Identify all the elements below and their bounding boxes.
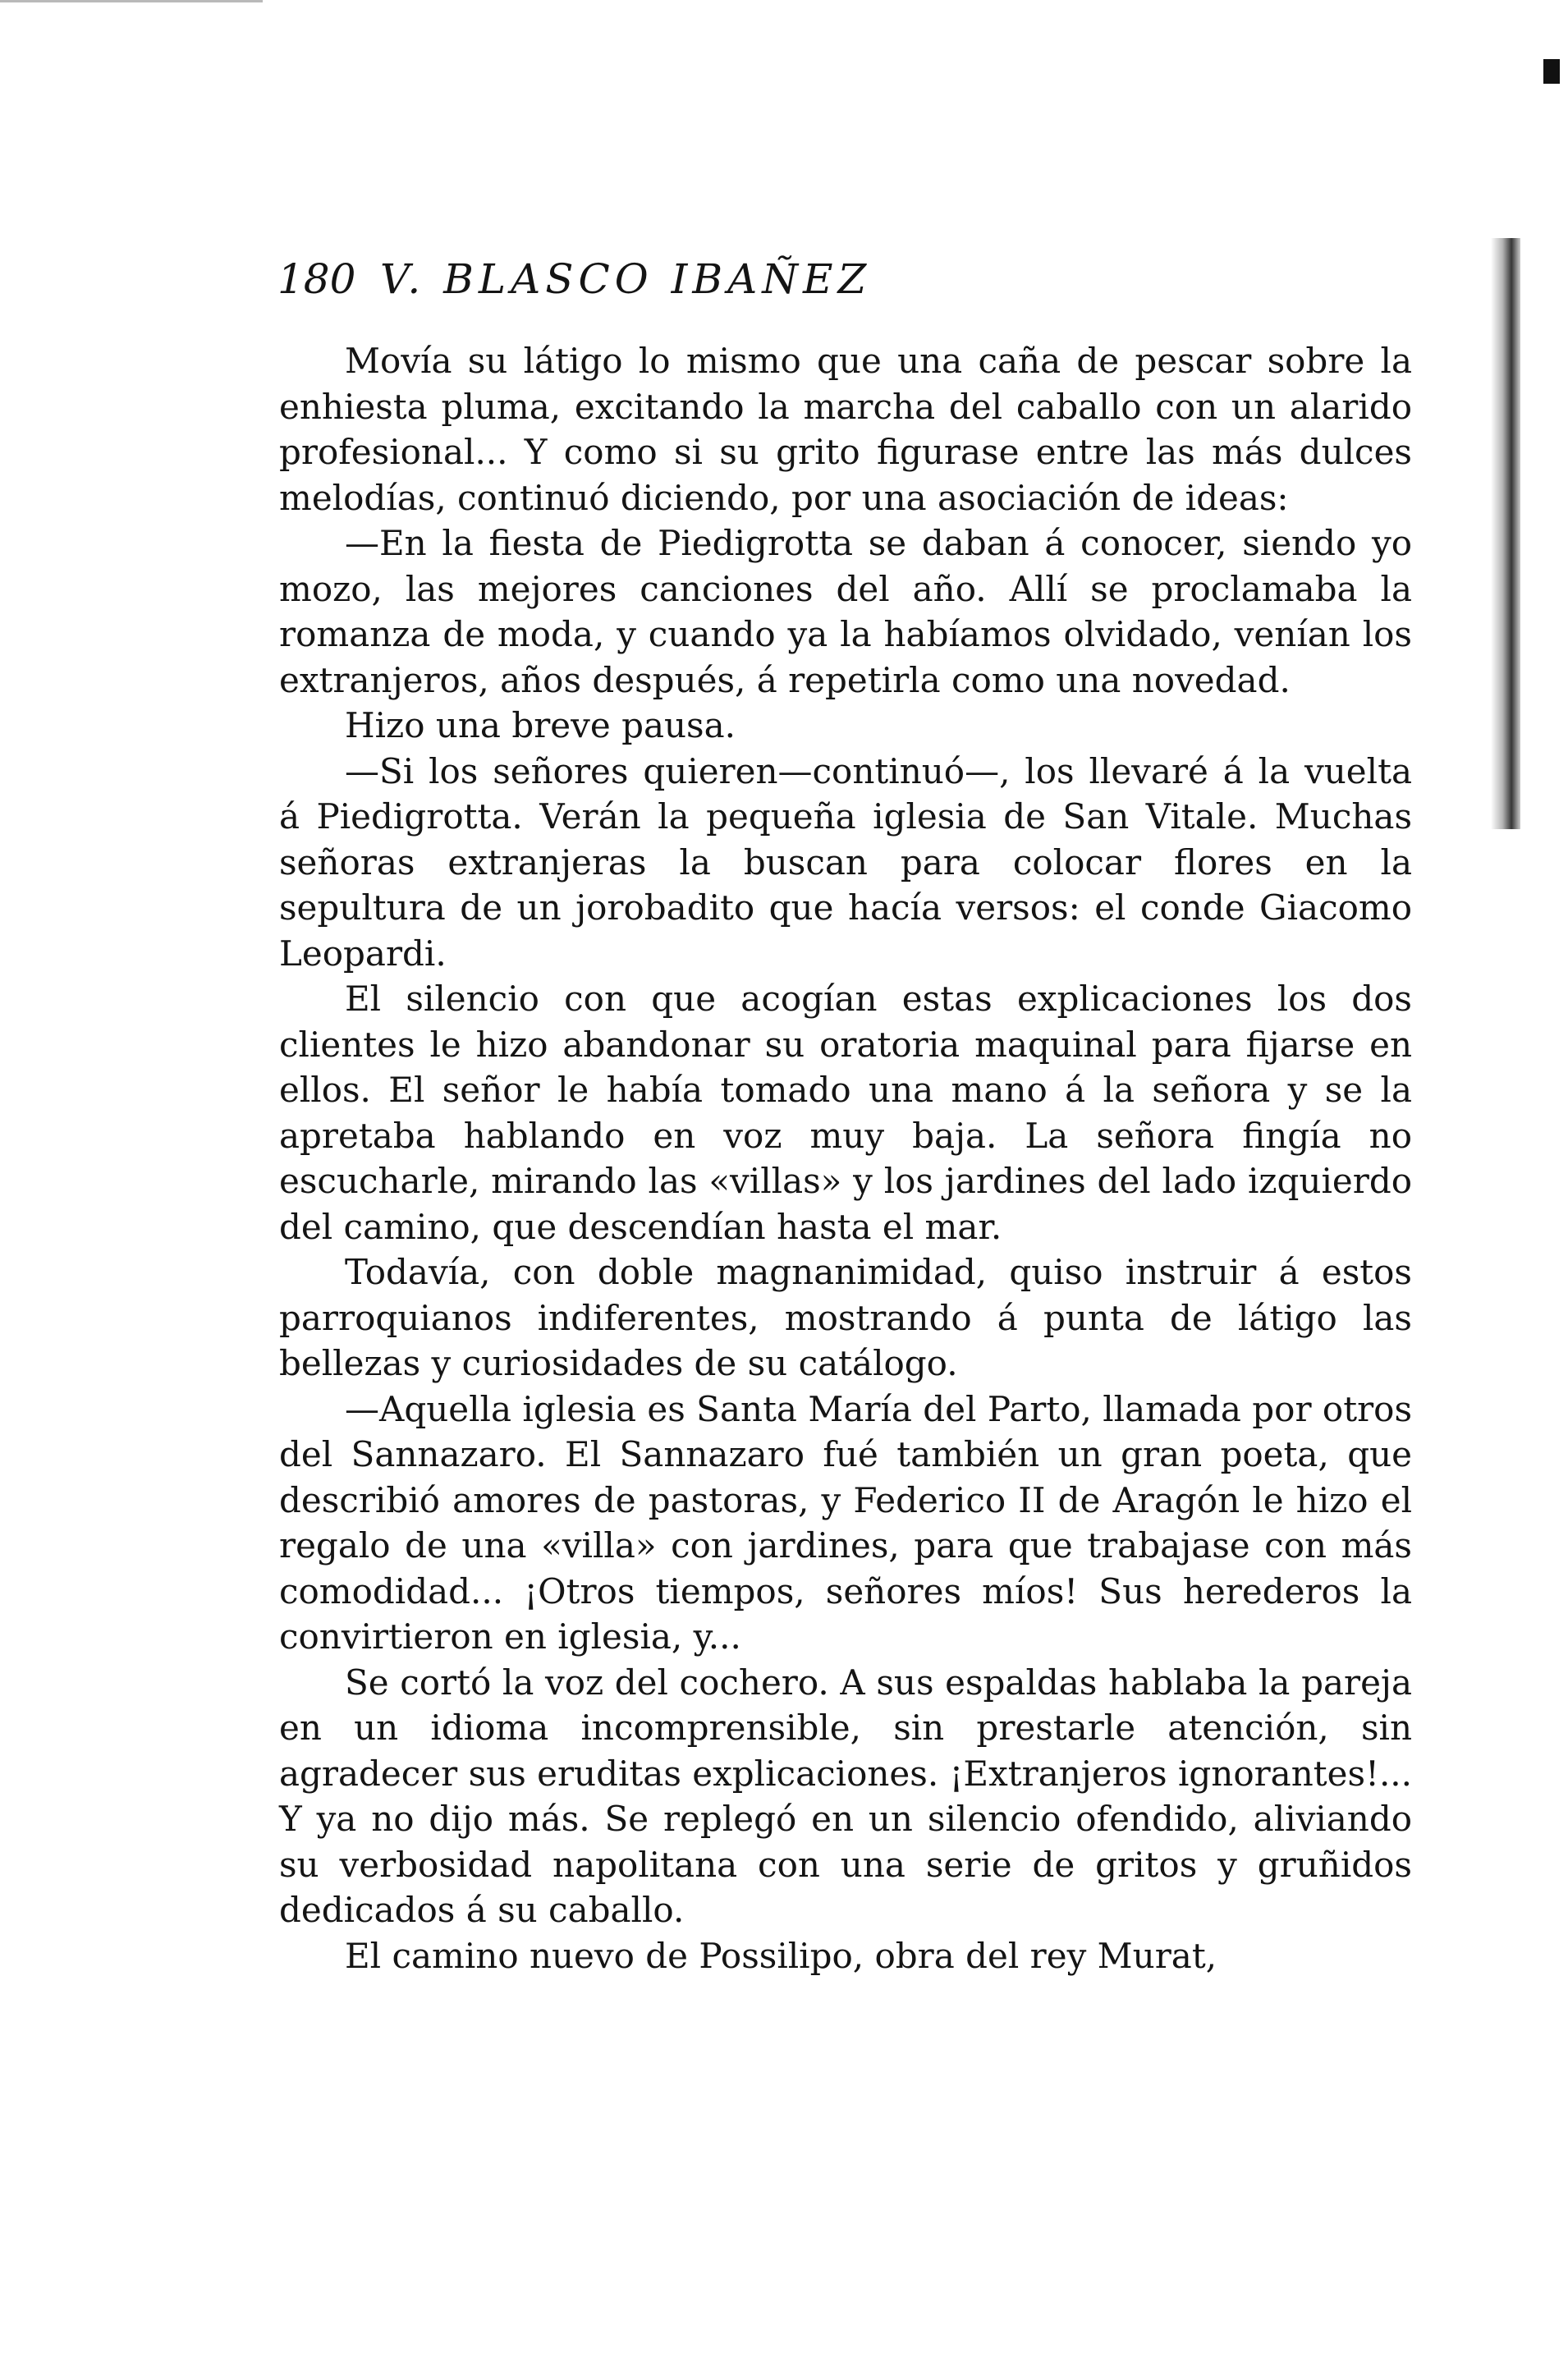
scan-edge-shadow [1491, 238, 1520, 829]
paragraph: Movía su látigo lo mismo que una caña de pescar sobre la enhiesta pluma, excitando la marcha del caballo con un alarido profesional... Y como si su grito figurase entre las más dulces melodías, continuó diciendo, por una asociación de ideas: [279, 341, 1412, 518]
page-number: 180 [277, 255, 356, 303]
paragraph: —Aquella iglesia es Santa María del Parto, llamada por otros del Sannazaro. El Sannazaro fué también un gran poeta, que describió amores de pastoras, y Federico II de Aragón le hizo el regalo de una «villa» con jardines, para que trabajase con más comodidad... ¡Otros tiempos, señores míos! Sus herederos la convirtieron en iglesia, y... [279, 1388, 1412, 1657]
scan-top-rule [0, 0, 263, 11]
paragraph: Hizo una breve pausa. [345, 705, 736, 745]
paragraph: Se cortó la voz del cochero. A sus espaldas hablaba la pareja en un idioma incomprensible, sin prestarle atención, sin agradecer sus eruditas explicaciones. ¡Extranjeros ignorantes!... Y ya no dijo más. Se replegó en un silencio ofendido, aliviando su verbosidad napolitana con una serie de gritos y gruñidos dedicados á su caballo. [279, 1662, 1412, 1930]
paragraph-continues: El camino nuevo de Possilipo, obra del rey Murat, [345, 1935, 1217, 1976]
page-header [277, 246, 1410, 312]
body-text [279, 338, 1412, 1978]
paragraph: —Si los señores quieren—continuó—, los llevaré á la vuelta á Piedigrotta. Verán la pequeña iglesia de San Vitale. Muchas señoras extranjeras la buscan para colocar flores en la sepultura de un jorobadito que hacía versos: el conde Giacomo Leopardi. [279, 750, 1412, 974]
paragraph: —En la fiesta de Piedigrotta se daban á conocer, siendo yo mozo, las mejores canciones del año. Allí se proclamaba la romanza de moda, y cuando ya la habíamos olvidado, venían los extranjeros, años después, á repetirla como una novedad. [279, 523, 1412, 700]
paragraph: El silencio con que acogían estas explicaciones los dos clientes le hizo abandonar su oratoria maquinal para fijarse en ellos. El señor le había tomado una mano á la señora y se la apretaba hablando en voz muy baja. La señora fingía no escucharle, mirando las «villas» y los jardines del lado izquierdo del camino, que descendían hasta el mar. [279, 979, 1412, 1247]
scan-corner-mark [1543, 59, 1560, 84]
paragraph: Todavía, con doble magnanimidad, quiso instruir á estos parroquianos indiferentes, mostrando á punta de látigo las bellezas y curiosidades de su catálogo. [279, 1252, 1412, 1383]
running-head: V. BLASCO IBAÑEZ [380, 255, 872, 303]
